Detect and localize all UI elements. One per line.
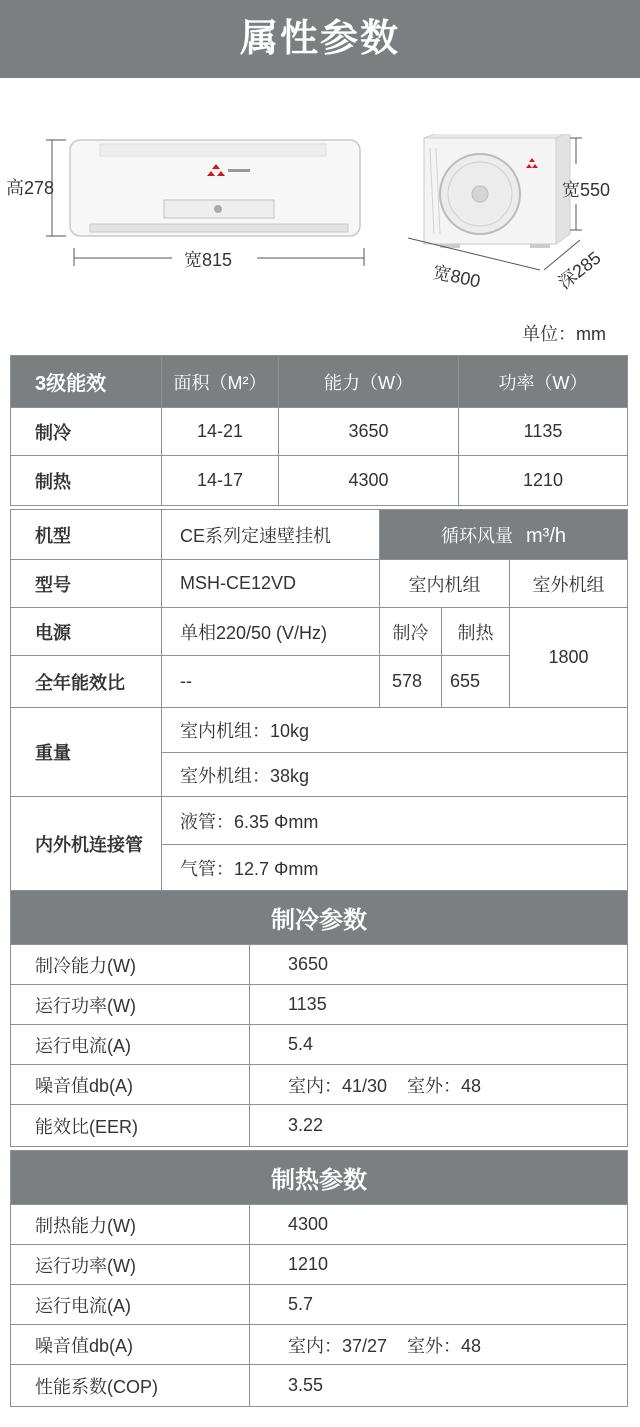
cell-area: 14-21	[162, 408, 279, 456]
power-supply-value: 单相220/50 (V/Hz)	[162, 608, 380, 656]
cell-capacity: 3650	[279, 408, 459, 456]
apf-value: --	[162, 656, 380, 708]
table-row	[11, 945, 628, 985]
cooling-table	[10, 890, 628, 1147]
cell-area: 14-17	[162, 456, 279, 506]
weight-label: 重量	[11, 708, 162, 797]
cooling-section-title: 制冷参数	[11, 891, 628, 945]
outdoor-unit-image	[400, 134, 590, 284]
outdoor-height-label: 宽550	[562, 180, 611, 200]
heating-row-value: 3.55	[250, 1365, 628, 1407]
heating-section-title: 制热参数	[11, 1151, 628, 1205]
efficiency-grade: 3级能效	[11, 356, 162, 408]
table-row	[11, 1325, 628, 1365]
outdoor-depth-label: 深285	[554, 247, 605, 293]
cell-power: 1135	[459, 408, 628, 456]
indoor-heat-airflow: 655	[442, 656, 510, 708]
cell-power: 1210	[459, 456, 628, 506]
airflow-label: 循环风量	[441, 525, 513, 546]
indoor-heat-label: 制热	[442, 608, 510, 656]
cooling-row-label: 运行电流(A)	[11, 1025, 250, 1065]
indoor-unit-header: 室内机组	[380, 560, 510, 608]
heating-row-label: 运行功率(W)	[11, 1245, 250, 1285]
cooling-row-value: 3.22	[250, 1105, 628, 1147]
table-row	[11, 456, 628, 506]
cooling-row-value: 室内：41/30 室外：48	[250, 1065, 628, 1105]
table-row	[11, 1065, 628, 1105]
pipe-label: 内外机连接管	[11, 797, 162, 891]
row-label: 制热	[11, 456, 162, 506]
outdoor-width-label: 宽800	[431, 261, 483, 292]
heating-row-label: 制热能力(W)	[11, 1205, 250, 1245]
indoor-height-label: 高278	[6, 178, 55, 198]
row-label: 制冷	[11, 408, 162, 456]
cooling-row-label: 运行功率(W)	[11, 985, 250, 1025]
cooling-row-label: 噪音值db(A)	[11, 1065, 250, 1105]
heating-row-label: 性能系数(COP)	[11, 1365, 250, 1407]
table-row	[11, 408, 628, 456]
unit-note: 单位：mm	[522, 324, 606, 344]
power-supply-label: 电源	[11, 608, 162, 656]
table-row	[11, 1365, 628, 1407]
airflow-header	[380, 510, 628, 560]
weight-outdoor: 室外机组：38kg	[162, 753, 628, 797]
heating-row-value: 室内：37/27 室外：48	[250, 1325, 628, 1365]
table-row	[11, 1245, 628, 1285]
heating-row-value: 4300	[250, 1205, 628, 1245]
model-no-label: 型号	[11, 560, 162, 608]
indoor-width-label: 宽815	[184, 250, 233, 270]
heating-table	[10, 1150, 628, 1407]
cooling-row-value: 1135	[250, 985, 628, 1025]
airflow-unit: m³/h	[526, 524, 567, 547]
model-type-value: CE系列定速壁挂机	[162, 510, 380, 560]
table-row	[11, 1105, 628, 1147]
table-row	[11, 1285, 628, 1325]
table-row	[11, 1205, 628, 1245]
table-row	[11, 985, 628, 1025]
cooling-row-value: 5.4	[250, 1025, 628, 1065]
heating-row-value: 1210	[250, 1245, 628, 1285]
pipe-liquid: 液管：6.35 Φmm	[162, 797, 628, 845]
table-row	[11, 1025, 628, 1065]
indoor-cool-airflow: 578	[380, 656, 442, 708]
outdoor-airflow-value: 1800	[510, 608, 628, 708]
indoor-unit-image	[40, 136, 370, 246]
spec-table	[10, 509, 628, 891]
header-area: 面积（M²）	[162, 356, 279, 408]
apf-label: 全年能效比	[11, 656, 162, 708]
header-power: 功率（W）	[459, 356, 628, 408]
cooling-row-label: 制冷能力(W)	[11, 945, 250, 985]
heating-row-value: 5.7	[250, 1285, 628, 1325]
model-type-label: 机型	[11, 510, 162, 560]
cooling-row-label: 能效比(EER)	[11, 1105, 250, 1147]
pipe-gas: 气管：12.7 Φmm	[162, 845, 628, 891]
heating-row-label: 运行电流(A)	[11, 1285, 250, 1325]
weight-indoor: 室内机组：10kg	[162, 708, 628, 753]
heating-row-label: 噪音值db(A)	[11, 1325, 250, 1365]
header-capacity: 能力（W）	[279, 356, 459, 408]
cooling-row-value: 3650	[250, 945, 628, 985]
page-title: 属性参数	[0, 0, 640, 78]
cell-capacity: 4300	[279, 456, 459, 506]
outdoor-unit-header: 室外机组	[510, 560, 628, 608]
efficiency-table	[10, 355, 628, 506]
indoor-cool-label: 制冷	[380, 608, 442, 656]
model-no-value: MSH-CE12VD	[162, 560, 380, 608]
